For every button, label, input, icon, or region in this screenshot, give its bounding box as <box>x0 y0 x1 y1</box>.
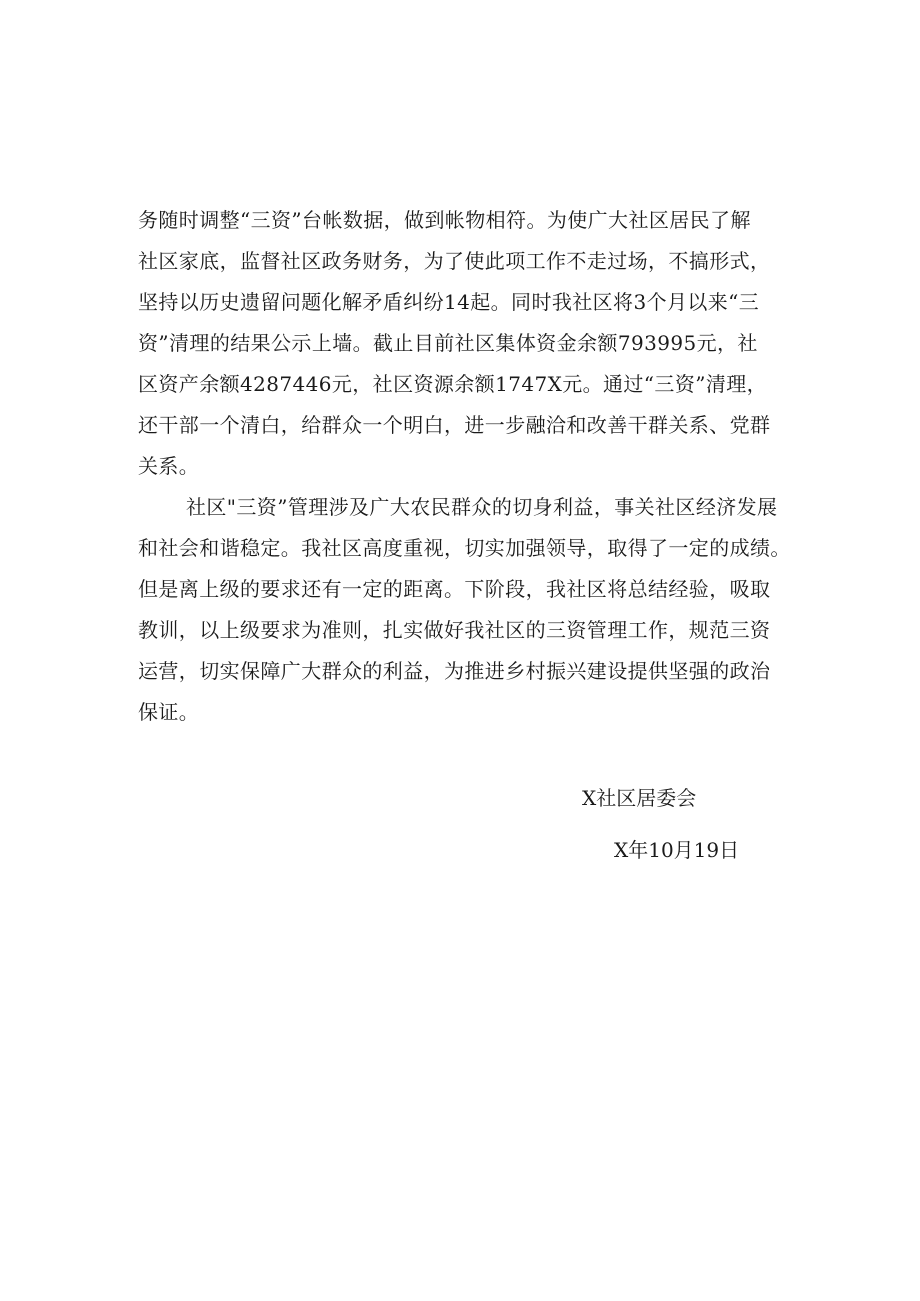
paragraph-line: 但是离上级的要求还有一定的距离。下阶段，我社区将总结经验，吸取 <box>138 577 771 601</box>
paragraph-line: 资”清理的结果公示上墙。截止目前社区集体资金余额793995元，社 <box>138 331 758 355</box>
signature-organization: X社区居委会 <box>582 786 697 810</box>
signature-date: X年10月19日 <box>614 838 740 862</box>
paragraph-line: 社区家底，监督社区政务财务，为了使此项工作不走过场，不搞形式， <box>138 249 771 273</box>
paragraph-line: 坚持以历史遗留问题化解矛盾纠纷14起。同时我社区将3个月以来“三 <box>138 290 760 314</box>
paragraph-line: 教训，以上级要求为准则，扎实做好我社区的三资管理工作，规范三资 <box>138 618 771 642</box>
paragraph-line: 关系。 <box>138 454 200 478</box>
paragraph-line: 社区"三资”管理涉及广大农民群众的切身利益，事关社区经济发展 <box>186 495 778 519</box>
paragraph-line: 务随时调整“三资”台帐数据，做到帐物相符。为使广大社区居民了解 <box>138 208 751 232</box>
paragraph-line: 运营，切实保障广大群众的利益，为推进乡村振兴建设提供坚强的政治 <box>138 659 771 683</box>
paragraph-line: 区资产余额4287446元，社区资源余额1747X元。通过“三资”清理， <box>138 372 768 396</box>
paragraph-line: 保证。 <box>138 700 200 724</box>
paragraph-line: 还干部一个清白，给群众一个明白，进一步融洽和改善干群关系、党群 <box>138 413 771 437</box>
paragraph-line: 和社会和谐稳定。我社区高度重视，切实加强领导，取得了一定的成绩。 <box>138 536 791 560</box>
